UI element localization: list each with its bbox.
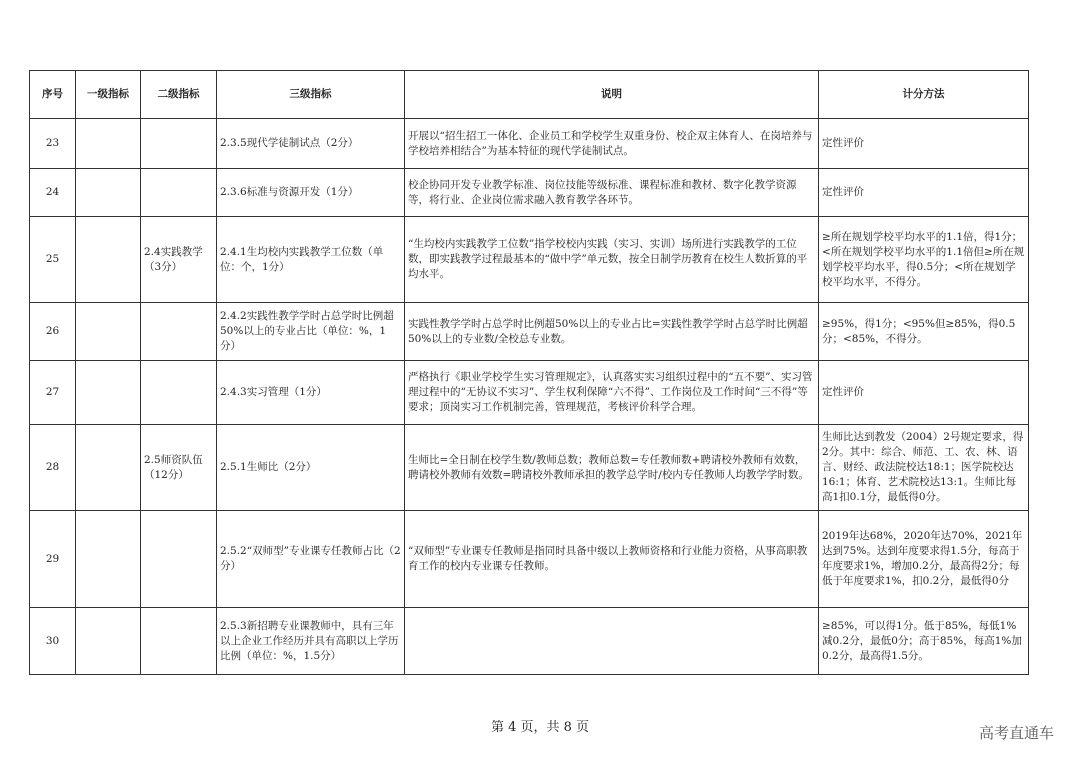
row-no: 27 — [30, 361, 76, 425]
row-level3: 2.4.3实习管理（1分） — [217, 361, 405, 425]
row-level1 — [76, 303, 141, 361]
row-scoring: 生师比达到教发（2004）2号规定要求，得2分。其中：综合、师范、工、农、林、语言、财经、政法院校达18:1；医学院校达16:1；体育、艺术院校达13:1。生师比每高1扣0.1分，最低得0分。 — [819, 425, 1029, 511]
row-description — [405, 608, 819, 675]
row-scoring: 2019年达68%，2020年达70%，2021年达到75%。达到年度要求得1.5分，每高于年度要求1%，增加0.2分，最高得2分；每低于年度要求1%，扣0.2分，最低得0分 — [819, 511, 1029, 608]
row-level1 — [76, 119, 141, 169]
table-row — [30, 361, 1029, 425]
row-level2 — [141, 119, 217, 169]
row-level1 — [76, 511, 141, 608]
table-row — [30, 119, 1029, 169]
watermark-text: 高考直通车 — [978, 724, 1054, 742]
row-no: 24 — [30, 169, 76, 217]
row-scoring: ≥所在规划学校平均水平的1.1倍，得1分；<所在规划学校平均水平的1.1倍但≥所在规划学校平均水平，得0.5分；<所在规划学校平均水平，不得分。 — [819, 217, 1029, 303]
row-level1 — [76, 361, 141, 425]
row-level2 — [141, 169, 217, 217]
row-no: 26 — [30, 303, 76, 361]
row-level3: 2.5.3新招聘专业课教师中，具有三年以上企业工作经历并具有高职以上学历比例（单位：%，1.5分） — [217, 608, 405, 675]
row-level1 — [76, 608, 141, 675]
row-no: 29 — [30, 511, 76, 608]
row-level1 — [76, 169, 141, 217]
row-level3: 2.4.1生均校内实践教学工位数（单位：个，1分） — [217, 217, 405, 303]
row-level2: 2.5师资队伍（12分） — [141, 425, 217, 511]
row-level2: 2.4实践教学（3分） — [141, 217, 217, 303]
header-scoring: 计分方法 — [819, 71, 1029, 119]
row-scoring: 定性评价 — [819, 169, 1029, 217]
table-row — [30, 425, 1029, 511]
table-row — [30, 217, 1029, 303]
row-level3: 2.3.6标准与资源开发（1分） — [217, 169, 405, 217]
page-number: 第 4 页，共 8 页 — [490, 720, 590, 735]
row-level2 — [141, 511, 217, 608]
row-description: 开展以“招生招工一体化、企业员工和学校学生双重身份、校企双主体育人、在岗培养与学校培养相结合”为基本特征的现代学徒制试点。 — [405, 119, 819, 169]
row-level1 — [76, 425, 141, 511]
header-level2: 二级指标 — [141, 71, 217, 119]
header-description: 说明 — [405, 71, 819, 119]
table-row — [30, 169, 1029, 217]
header-no: 序号 — [30, 71, 76, 119]
row-level2 — [141, 361, 217, 425]
header-level3: 三级指标 — [217, 71, 405, 119]
table-header-row — [30, 71, 1029, 119]
row-level3: 2.5.1生师比（2分） — [217, 425, 405, 511]
table-row — [30, 511, 1029, 608]
indicator-table — [29, 70, 1029, 675]
row-description: 严格执行《职业学校学生实习管理规定》，认真落实实习组织过程中的“五不要”、实习管理过程中的“无协议不实习”、学生权利保障“六不得”、工作岗位及工作时间“三不得”等要求；顶岗实习工作机制完善，管理规范，考核评价科学合理。 — [405, 361, 819, 425]
row-description: “双师型”专业课专任教师是指同时具备中级以上教师资格和行业能力资格，从事高职教育工作的校内专业课专任教师。 — [405, 511, 819, 608]
row-level1 — [76, 217, 141, 303]
indicator-table-sheet — [29, 70, 1028, 675]
row-scoring: ≥95%，得1分；<95%但≥85%，得0.5分；<85%，不得分。 — [819, 303, 1029, 361]
row-description: 校企协同开发专业教学标准、岗位技能等级标准、课程标准和教材、数字化教学资源等，将行业、企业岗位需求融入教育教学各环节。 — [405, 169, 819, 217]
table-row — [30, 303, 1029, 361]
row-scoring: 定性评价 — [819, 119, 1029, 169]
row-level3: 2.5.2“双师型”专业课专任教师占比（2分） — [217, 511, 405, 608]
row-no: 30 — [30, 608, 76, 675]
row-level3: 2.3.5现代学徒制试点（2分） — [217, 119, 405, 169]
row-description: “生均校内实践教学工位数”指学校校内实践（实习、实训）场所进行实践教学的工位数，即实践教学过程最基本的“做中学”单元数，按全日制学历教育在校生人数折算的平均水平。 — [405, 217, 819, 303]
row-no: 25 — [30, 217, 76, 303]
header-level1: 一级指标 — [76, 71, 141, 119]
row-level2 — [141, 303, 217, 361]
row-no: 23 — [30, 119, 76, 169]
row-no: 28 — [30, 425, 76, 511]
row-level3: 2.4.2实践性教学学时占总学时比例超50%以上的专业占比（单位：%，1分） — [217, 303, 405, 361]
row-scoring: 定性评价 — [819, 361, 1029, 425]
row-level2 — [141, 608, 217, 675]
row-description: 实践性教学学时占总学时比例超50%以上的专业占比=实践性教学学时占总学时比例超50%以上的专业数/全校总专业数。 — [405, 303, 819, 361]
row-scoring: ≥85%，可以得1分。低于85%，每低1%减0.2分，最低0分；高于85%，每高1%加0.2分，最高得1.5分。 — [819, 608, 1029, 675]
row-description: 生师比=全日制在校学生数/教师总数；教师总数=专任教师数+聘请校外教师有效数，聘请校外教师有效数=聘请校外教师承担的教学总学时/校内专任教师人均教学学时数。 — [405, 425, 819, 511]
table-row — [30, 608, 1029, 675]
